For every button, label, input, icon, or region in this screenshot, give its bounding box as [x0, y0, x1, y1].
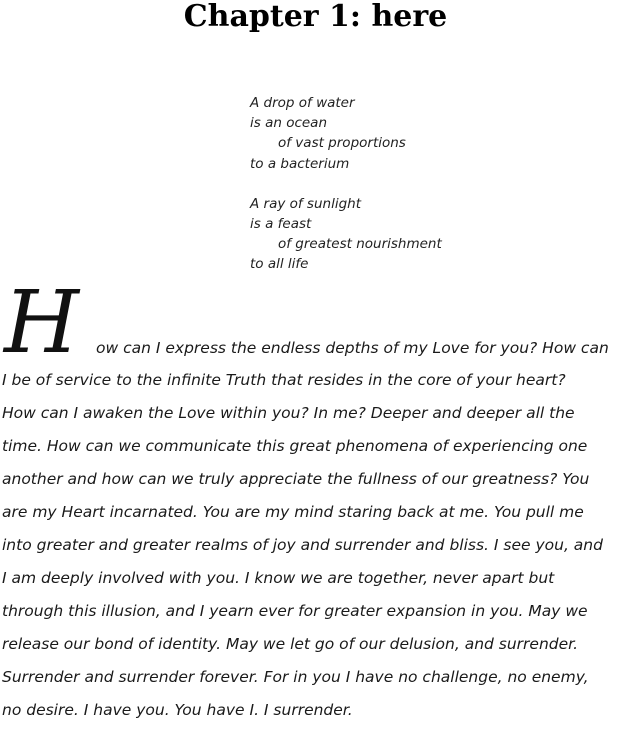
poem-line: A drop of water — [250, 95, 355, 111]
drop-cap: H — [4, 273, 79, 373]
poem-line: of greatest nourishment — [278, 236, 442, 253]
chapter-title: Chapter 1: here — [183, 0, 448, 34]
poem-stanza — [250, 93, 442, 174]
prose-line: no desire. I have you. You have I. I surrender. — [2, 701, 353, 719]
prose-line: Surrender and surrender forever. For in you I have no challenge, no enemy, — [2, 668, 589, 686]
prose-line: are my Heart incarnated. You are my mind staring back at me. You pull me — [2, 503, 584, 521]
prose-line: into greater and greater realms of joy and surrender and bliss. I see you, and — [2, 536, 603, 554]
prose-line: I be of service to the infinite Truth that resides in the core of your heart? — [2, 371, 566, 389]
prose-line: release our bond of identity. May we let go of our delusion, and surrender. — [2, 635, 579, 653]
prose-line: ow can I express the endless depths of my Love for you? How can — [96, 339, 609, 357]
poem-line: A ray of sunlight — [250, 195, 361, 212]
prose-line: How can I awaken the Love within you? In me? Deeper and deeper all the — [2, 404, 575, 422]
prose-line: I am deeply involved with you. I know we are together, never apart but — [2, 569, 555, 587]
prose-line: through this illusion, and I yearn ever for greater expansion in you. May we — [2, 602, 588, 620]
poem — [250, 93, 442, 295]
poem-line: is an ocean — [250, 115, 328, 132]
prose-line: another and how can we truly appreciate the fullness of our greatness? You — [2, 470, 590, 488]
poem-line: of vast proportions — [278, 135, 406, 152]
poem-line: to a bacterium — [250, 155, 350, 172]
prose-line: time. How can we communicate this great phenomena of experiencing one — [2, 437, 588, 455]
poem-line: to all life — [250, 256, 309, 273]
poem-line: is a feast — [250, 216, 312, 233]
poem-stanza — [250, 194, 442, 275]
